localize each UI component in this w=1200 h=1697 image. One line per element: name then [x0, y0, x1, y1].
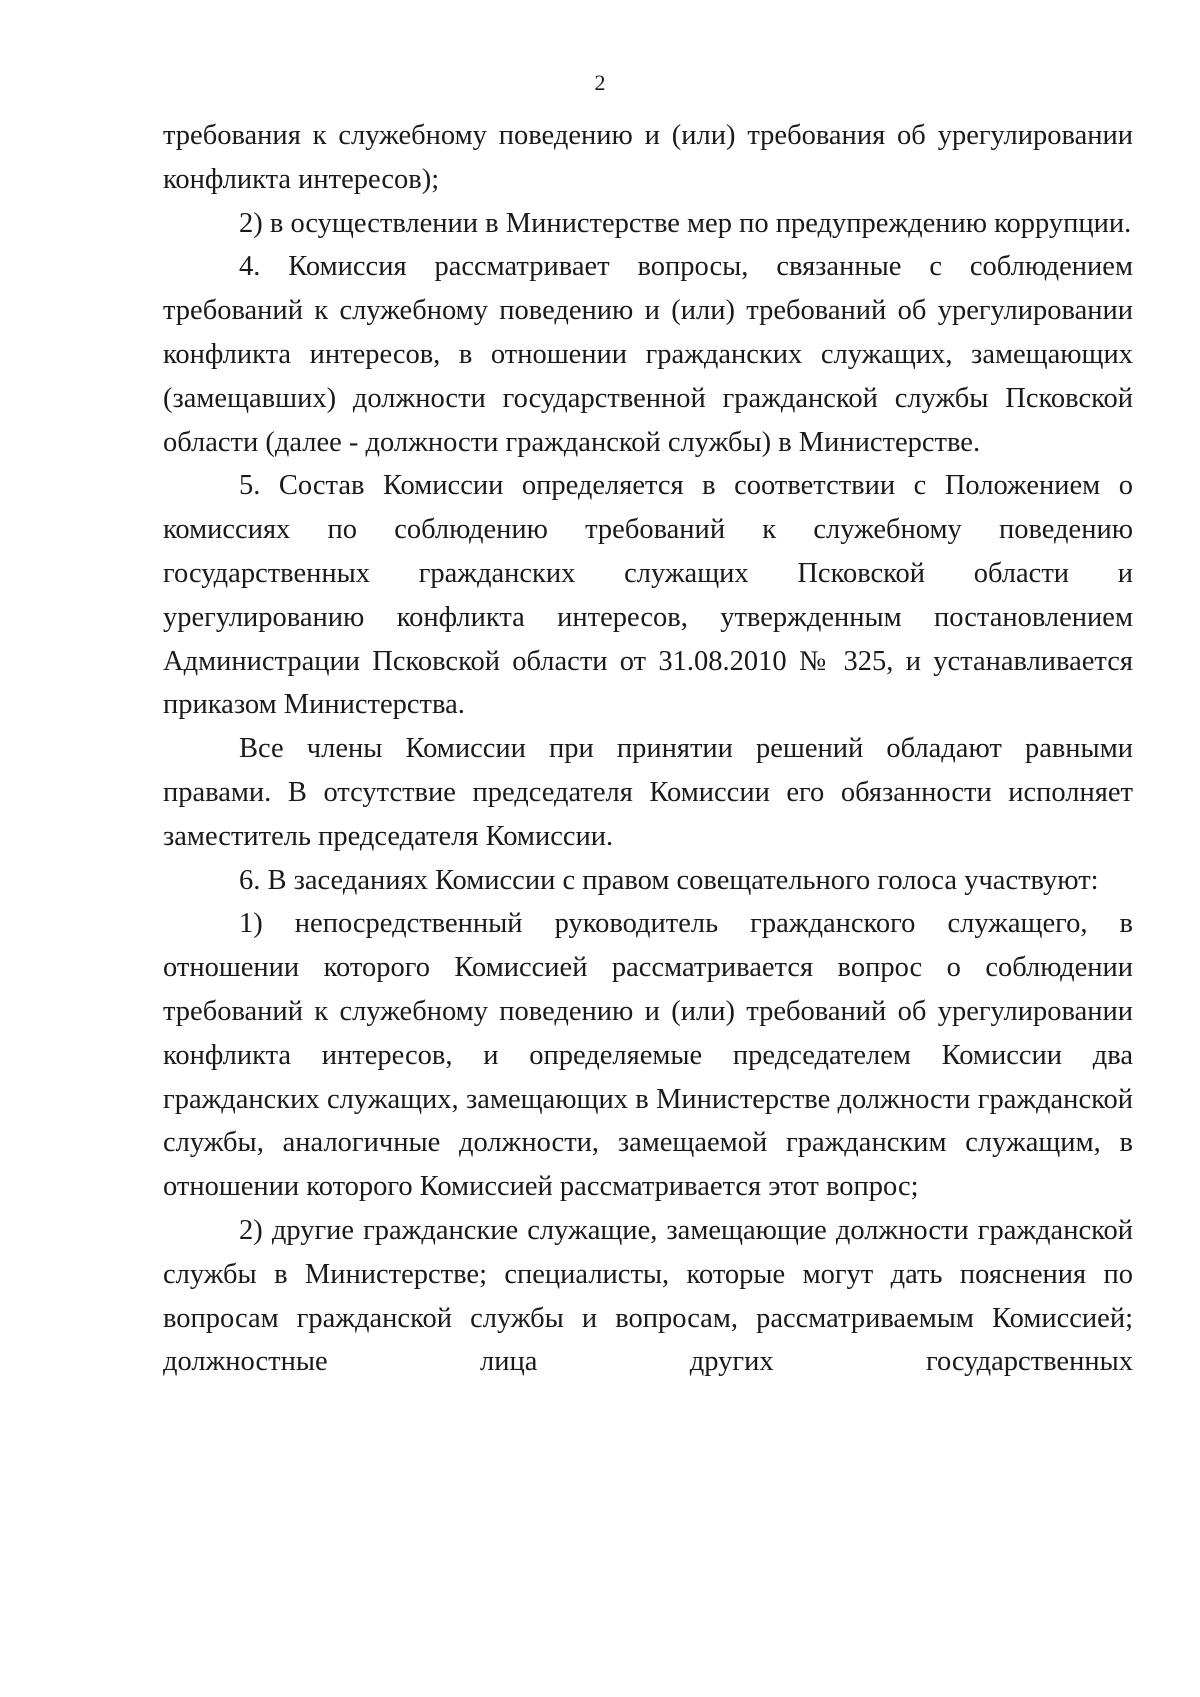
paragraph-members-rights: Все члены Комиссии при принятии решений обладают равными правами. В отсутствие председателя Комиссии его обязанности исполняет заместитель председателя Комиссии.	[163, 733, 1133, 852]
page-number: 2	[594, 70, 606, 95]
paragraph-item-1: 1) непосредственный руководитель гражданского служащего, в отношении которого Комиссией рассматривается вопрос о соблюдении требований к служебному поведению и (или) требований об урегулировании конфликта интересов, и определяемые председателем Комиссии два гражданских служащих, замещающих в Министерстве должности гражданской службы, аналогичные должности, замещаемой гражданским служащим, в отношении которого Комиссией рассматривается этот вопрос;	[163, 908, 1133, 1203]
paragraph-item-2-other: 2) другие гражданские служащие, замещающие должности гражданской службы в Министерстве; специалисты, которые могут дать пояснения по вопросам гражданской службы и вопросам, рассматриваемым Комиссией; должностные лица других государственных	[163, 1214, 1133, 1378]
paragraph-clause-6: 6. В заседаниях Комиссии с правом совещательного голоса участвуют:	[239, 864, 1099, 896]
paragraph-item-2: 2) в осуществлении в Министерстве мер по предупреждению коррупции.	[239, 207, 1132, 239]
paragraph-continuation: требования к служебному поведению и (или) требования об урегулировании конфликта интересов);	[163, 120, 1133, 195]
document-body	[163, 114, 1133, 1384]
paragraph-clause-4: 4. Комиссия рассматривает вопросы, связанные с соблюдением требований к служебному поведению и (или) требований об урегулировании конфликта интересов, в отношении гражданских служащих, замещающих (замещавших) должности государственной гражданской службы Псковской области (далее - должности гражданской службы) в Министерстве.	[163, 251, 1133, 458]
paragraph-clause-5: 5. Состав Комиссии определяется в соответствии с Положением о комиссиях по соблюдению требований к служебному поведению государственных гражданских служащих Псковской области и урегулированию конфликта интересов, утвержденным постановлением Администрации Псковской области от 31.08.2010 № 325, и устанавливается приказом Министерства.	[163, 470, 1133, 721]
